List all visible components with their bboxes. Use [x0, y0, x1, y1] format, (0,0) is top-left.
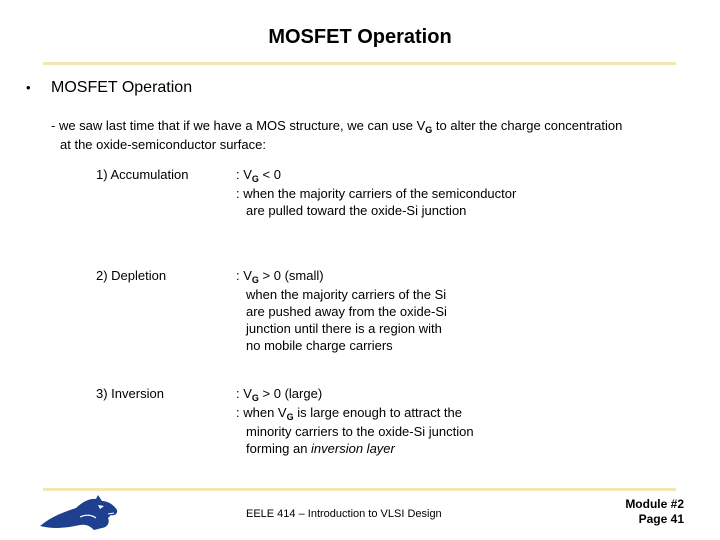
- page-number: Page 41: [638, 512, 684, 526]
- intro-line-1: - we saw last time that if we have a MOS structure, we can use $V_G$ to alter the charge concentration: [51, 118, 623, 135]
- desc-line: : when $V_G$ is large enough to attract the: [236, 405, 462, 422]
- intro-line-2: at the oxide-semiconductor surface:: [60, 137, 266, 152]
- bobcat-logo-icon: [38, 494, 120, 539]
- case-label-accumulation: 1) Accumulation: [96, 167, 189, 182]
- condition: : $V_G > 0$ (large): [236, 386, 323, 403]
- desc-line: are pulled toward the oxide-Si junction: [246, 203, 467, 218]
- course-title: EELE 414 – Introduction to VLSI Design: [246, 508, 442, 520]
- footer-divider: [43, 488, 676, 491]
- desc-line: forming an inversion layer: [246, 441, 395, 456]
- module-info: [610, 497, 684, 527]
- desc-line: junction until there is a region with: [246, 321, 442, 336]
- case-desc-inversion: [236, 385, 556, 457]
- desc-line: when the majority carriers of the Si: [246, 287, 447, 302]
- page-title: MOSFET Operation: [268, 26, 452, 48]
- bobcat-logo-svg: [38, 494, 120, 534]
- desc-line: are pushed away from the oxide-Si: [246, 304, 447, 319]
- module-number: Module #2: [625, 497, 684, 511]
- case-desc-accumulation: [236, 166, 556, 219]
- title-divider: [43, 62, 676, 65]
- desc-line: no mobile charge carriers: [246, 338, 393, 353]
- condition: : $V_G < 0$: [236, 167, 281, 184]
- desc-line: : when the majority carriers of the semiconductor: [236, 186, 517, 201]
- intro-text: [51, 117, 681, 153]
- case-label-depletion: 2) Depletion: [96, 268, 167, 283]
- desc-line: minority carriers to the oxide-Si junction: [246, 424, 474, 439]
- inversion-layer-term: inversion layer: [311, 441, 395, 456]
- case-label-inversion: 3) Inversion: [96, 386, 164, 401]
- bullet-icon: •: [26, 80, 31, 95]
- case-desc-depletion: [236, 267, 556, 354]
- bullet-heading: MOSFET Operation: [51, 79, 193, 96]
- condition: : $V_G > 0$ (small): [236, 268, 324, 285]
